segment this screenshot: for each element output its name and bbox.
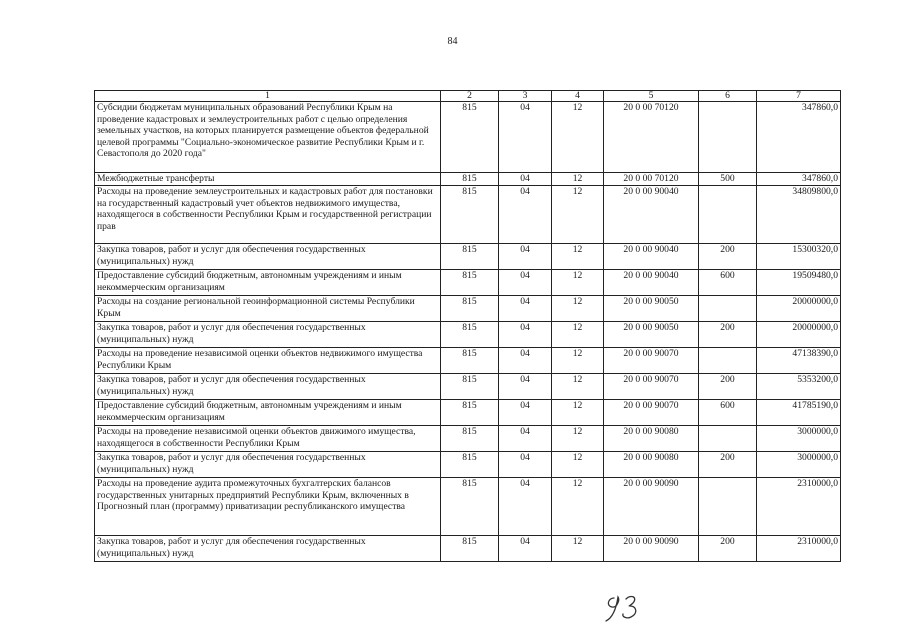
cell-target-article: 20 0 00 90080 (604, 452, 699, 478)
cell-amount: 3000000,0 (757, 426, 841, 452)
cell-ministry: 815 (441, 296, 499, 322)
row-name: Расходы на проведение аудита промежуточных бухгалтерских балансов государственных унитарных предприятий Республики Крым, включенных в Прогнозный план (программу) приватизации республиканского имущества (95, 478, 441, 536)
cell-subsection: 12 (552, 244, 604, 270)
row-name: Расходы на проведение землеустроительных и кадастровых работ для постановки на государственный кадастровый учет объектов недвижимого имущества, находящегося в собственности Республики Крым и государственной регистрации прав (95, 186, 441, 244)
column-header: 1 (95, 91, 441, 102)
cell-section: 04 (499, 173, 552, 186)
cell-section: 04 (499, 400, 552, 426)
cell-expense-type: 200 (699, 244, 757, 270)
cell-subsection: 12 (552, 374, 604, 400)
table-row (95, 452, 841, 478)
row-name: Предоставление субсидий бюджетным, автономным учреждениям и иным некоммерческим организациям (95, 400, 441, 426)
row-name: Расходы на проведение независимой оценки объектов движимого имущества, находящегося в собственности Республики Крым (95, 426, 441, 452)
cell-target-article: 20 0 00 90090 (604, 478, 699, 536)
cell-amount: 347860,0 (757, 102, 841, 173)
cell-subsection: 12 (552, 173, 604, 186)
cell-target-article: 20 0 00 90050 (604, 322, 699, 348)
row-name: Расходы на проведение независимой оценки объектов недвижимого имущества Республики Крым (95, 348, 441, 374)
cell-expense-type: 600 (699, 400, 757, 426)
cell-target-article: 20 0 00 90040 (604, 270, 699, 296)
column-header: 6 (699, 91, 757, 102)
cell-expense-type (699, 186, 757, 244)
cell-amount: 5353200,0 (757, 374, 841, 400)
table-row (95, 186, 841, 244)
table-row (95, 322, 841, 348)
cell-ministry: 815 (441, 270, 499, 296)
row-name: Расходы на создание региональной геоинформационной системы Республики Крым (95, 296, 441, 322)
cell-subsection: 12 (552, 296, 604, 322)
cell-target-article: 20 0 00 90040 (604, 186, 699, 244)
cell-expense-type (699, 348, 757, 374)
cell-expense-type: 200 (699, 536, 757, 562)
cell-expense-type: 500 (699, 173, 757, 186)
cell-section: 04 (499, 478, 552, 536)
cell-target-article: 20 0 00 90080 (604, 426, 699, 452)
cell-subsection: 12 (552, 186, 604, 244)
cell-ministry: 815 (441, 186, 499, 244)
table-header-row (95, 91, 841, 102)
table-row (95, 348, 841, 374)
cell-ministry: 815 (441, 374, 499, 400)
cell-subsection: 12 (552, 400, 604, 426)
cell-target-article: 20 0 00 90090 (604, 536, 699, 562)
cell-subsection: 12 (552, 102, 604, 173)
cell-target-article: 20 0 00 90070 (604, 348, 699, 374)
cell-expense-type: 600 (699, 270, 757, 296)
table-row (95, 478, 841, 536)
cell-subsection: 12 (552, 478, 604, 536)
row-name: Закупка товаров, работ и услуг для обеспечения государственных (муниципальных) нужд (95, 536, 441, 562)
cell-amount: 41785190,0 (757, 400, 841, 426)
table-row (95, 374, 841, 400)
row-name: Субсидии бюджетам муниципальных образований Республики Крым на проведение кадастровых и землеустроительных работ с целью определения земельных участков, на которых планируется размещение объектов федеральной целевой программы "Социально-экономическое развитие Республики Крым и г. Севастополя до 2020 года" (95, 102, 441, 173)
table-row (95, 400, 841, 426)
cell-subsection: 12 (552, 348, 604, 374)
cell-amount: 2310000,0 (757, 536, 841, 562)
cell-ministry: 815 (441, 426, 499, 452)
row-name: Межбюджетные трансферты (95, 173, 441, 186)
row-name: Закупка товаров, работ и услуг для обеспечения государственных (муниципальных) нужд (95, 452, 441, 478)
column-header: 4 (552, 91, 604, 102)
cell-subsection: 12 (552, 536, 604, 562)
cell-expense-type (699, 478, 757, 536)
cell-section: 04 (499, 270, 552, 296)
page-number: 84 (447, 36, 458, 47)
cell-amount: 2310000,0 (757, 478, 841, 536)
cell-section: 04 (499, 296, 552, 322)
cell-section: 04 (499, 348, 552, 374)
cell-target-article: 20 0 00 70120 (604, 173, 699, 186)
row-name: Закупка товаров, работ и услуг для обеспечения государственных (муниципальных) нужд (95, 374, 441, 400)
cell-target-article: 20 0 00 90070 (604, 400, 699, 426)
cell-ministry: 815 (441, 536, 499, 562)
row-name: Закупка товаров, работ и услуг для обеспечения государственных (муниципальных) нужд (95, 244, 441, 270)
cell-amount: 3000000,0 (757, 452, 841, 478)
cell-amount: 47138390,0 (757, 348, 841, 374)
cell-section: 04 (499, 374, 552, 400)
column-header: 2 (441, 91, 499, 102)
cell-amount: 20000000,0 (757, 296, 841, 322)
cell-expense-type: 200 (699, 374, 757, 400)
table-row (95, 536, 841, 562)
cell-subsection: 12 (552, 322, 604, 348)
cell-subsection: 12 (552, 452, 604, 478)
cell-target-article: 20 0 00 70120 (604, 102, 699, 173)
cell-ministry: 815 (441, 452, 499, 478)
cell-section: 04 (499, 186, 552, 244)
cell-expense-type (699, 102, 757, 173)
cell-target-article: 20 0 00 90050 (604, 296, 699, 322)
column-header: 3 (499, 91, 552, 102)
cell-ministry: 815 (441, 400, 499, 426)
table-row (95, 244, 841, 270)
cell-section: 04 (499, 102, 552, 173)
handwritten-page-mark (600, 588, 660, 624)
cell-ministry: 815 (441, 244, 499, 270)
cell-amount: 34809800,0 (757, 186, 841, 244)
cell-expense-type (699, 296, 757, 322)
cell-amount: 15300320,0 (757, 244, 841, 270)
table-row (95, 102, 841, 173)
cell-expense-type: 200 (699, 322, 757, 348)
cell-amount: 347860,0 (757, 173, 841, 186)
cell-subsection: 12 (552, 426, 604, 452)
cell-ministry: 815 (441, 173, 499, 186)
cell-ministry: 815 (441, 348, 499, 374)
cell-ministry: 815 (441, 478, 499, 536)
cell-ministry: 815 (441, 322, 499, 348)
cell-target-article: 20 0 00 90040 (604, 244, 699, 270)
table-row (95, 426, 841, 452)
cell-section: 04 (499, 322, 552, 348)
column-header: 7 (757, 91, 841, 102)
cell-section: 04 (499, 452, 552, 478)
cell-section: 04 (499, 536, 552, 562)
cell-amount: 19509480,0 (757, 270, 841, 296)
column-header: 5 (604, 91, 699, 102)
cell-section: 04 (499, 426, 552, 452)
table-row (95, 270, 841, 296)
cell-section: 04 (499, 244, 552, 270)
table-row (95, 173, 841, 186)
row-name: Предоставление субсидий бюджетным, автономным учреждениям и иным некоммерческим организациям (95, 270, 441, 296)
cell-target-article: 20 0 00 90070 (604, 374, 699, 400)
cell-amount: 20000000,0 (757, 322, 841, 348)
row-name: Закупка товаров, работ и услуг для обеспечения государственных (муниципальных) нужд (95, 322, 441, 348)
cell-ministry: 815 (441, 102, 499, 173)
cell-expense-type: 200 (699, 452, 757, 478)
cell-expense-type (699, 426, 757, 452)
cell-subsection: 12 (552, 270, 604, 296)
table-row (95, 296, 841, 322)
budget-table (94, 90, 841, 562)
